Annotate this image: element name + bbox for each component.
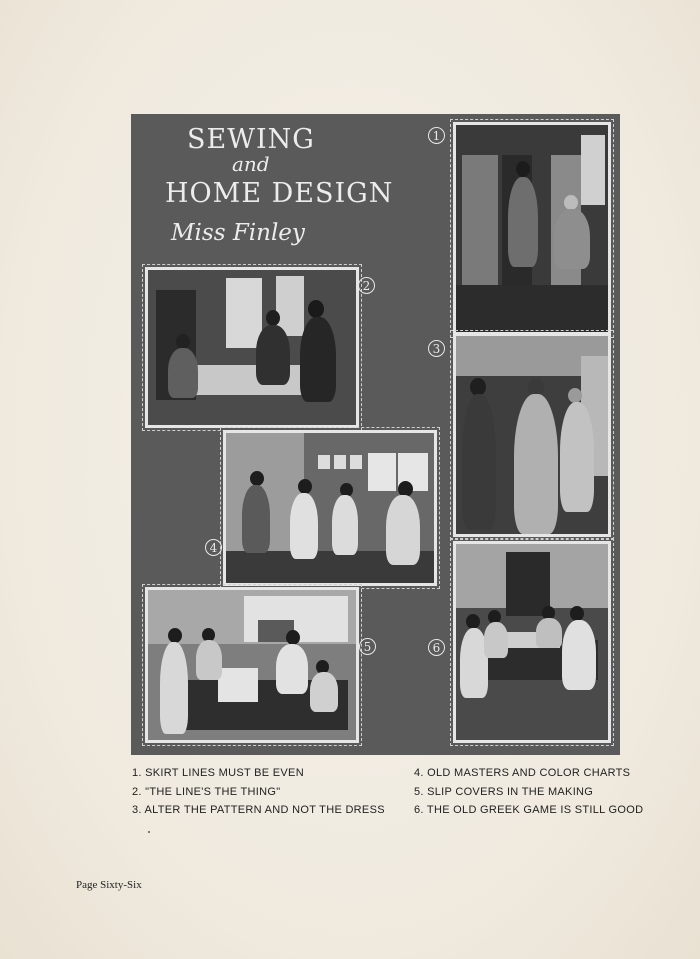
photo-2 (145, 267, 359, 428)
caption-3: 3. ALTER THE PATTERN AND NOT THE DRESS (132, 804, 385, 816)
photo-1-number: 1 (428, 127, 445, 144)
title-sewing: SEWING (187, 124, 315, 155)
captions-left (132, 764, 385, 820)
title-and: and (232, 152, 270, 176)
caption-5: 5. SLIP COVERS IN THE MAKING (414, 785, 594, 798)
photo-3-number: 3 (428, 340, 445, 357)
teacher-name: Miss Finley (171, 220, 305, 246)
photo-4 (223, 430, 437, 586)
photo-6-number: 6 (428, 639, 445, 656)
photo-4-number: 4 (205, 539, 222, 556)
photo-2-number: 2 (358, 277, 375, 294)
photo-1 (453, 122, 611, 335)
photo-3 (453, 333, 611, 537)
photo-5-number: 5 (359, 638, 376, 655)
captions-right (414, 764, 643, 820)
page-number: Page Sixty-Six (76, 879, 142, 891)
stray-mark (148, 831, 150, 833)
caption-6: 6. THE OLD GREEK GAME IS STILL GOOD (414, 804, 644, 816)
title-home-design: HOME DESIGN (165, 178, 394, 209)
caption-1: 1. SKIRT LINES MUST BE EVEN (132, 767, 304, 779)
photo-5 (145, 587, 359, 743)
caption-4: 4. OLD MASTERS AND COLOR CHARTS (414, 767, 631, 779)
caption-2: 2. "THE LINE'S THE THING" (132, 785, 281, 798)
photo-6 (453, 541, 611, 743)
photo-board (131, 114, 620, 755)
